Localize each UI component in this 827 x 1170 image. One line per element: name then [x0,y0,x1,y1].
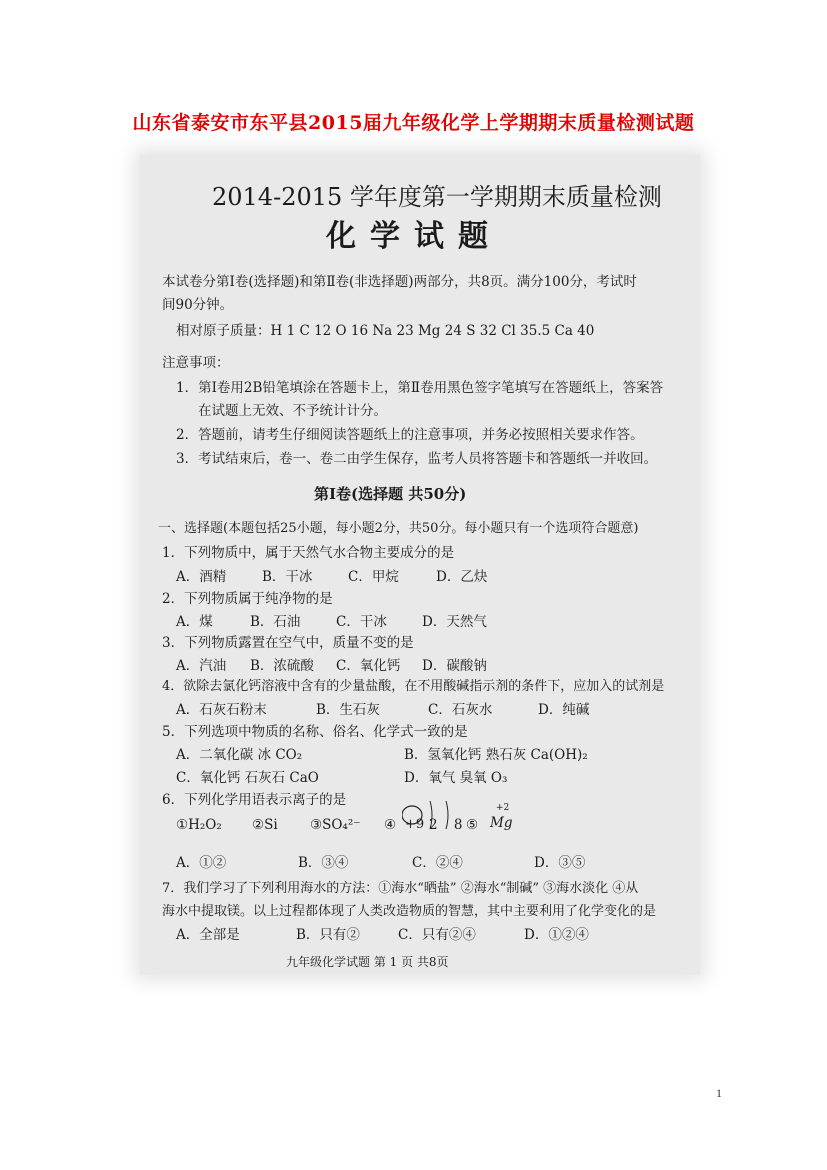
q3-option-c: C．氧化钙 [336,658,401,674]
q5-option-d: D．氧气 臭氧 O₃ [404,770,508,786]
q7-option-c: C．只有②④ [398,927,476,943]
note-3: 3．考试结束后，卷一、卷二由学生保存，监考人员将答题卡和答题纸一并收回。 [176,451,658,467]
q6-symbol-2: ②Si [252,817,278,833]
q3-option-a: A．汽油 [176,658,227,674]
exam-subject-title: 化学试题 [326,219,502,254]
q4-option-d: D．纯碱 [538,702,590,718]
scanned-exam-page [140,155,700,975]
q6-symbol-5: ⑤ [466,817,479,833]
atom-structure-diagram [402,791,462,841]
q3-stem: 3．下列物质露置在空气中，质量不变的是 [162,635,414,651]
note-1-continued: 在试题上无效、不予统计计分。 [198,403,387,419]
q4-stem: 4．欲除去氯化钙溶液中含有的少量盐酸，在不用酸碱指示剂的条件下，应加入的试剂是 [162,679,665,694]
q3-option-b: B．浓硫酸 [250,658,314,674]
q4-option-b: B．生石灰 [316,702,380,718]
notes-heading: 注意事项： [162,355,230,371]
page-number: 1 [716,1086,722,1100]
section-instruction: 一、选择题(本题包括25小题，每小题2分，共50分。每小题只有一个选项符合题意) [158,521,639,536]
atomic-mass-line: 相对原子质量：H 1 C 12 O 16 Na 23 Mg 24 S 32 Cl 35.5 Ca 40 [176,323,595,339]
q6-symbol-1: ①H₂O₂ [176,817,222,833]
intro-line-1: 本试卷分第Ⅰ卷(选择题)和第Ⅱ卷(非选择题)两部分，共8页。满分100分，考试时 [162,274,637,290]
note-1: 1．第Ⅰ卷用2B铅笔填涂在答题卡上，第Ⅱ卷用黑色签字笔填写在答题纸上，答案答 [176,380,664,396]
q6-symbol-3: ③SO₄²⁻ [310,817,361,833]
q5-option-a: A．二氧化碳 冰 CO₂ [176,747,303,763]
q4-option-c: C．石灰水 [428,702,493,718]
q5-option-b: B．氢氧化钙 熟石灰 Ca(OH)₂ [404,747,588,763]
atom-electron-shells: 2 8 [429,817,469,833]
q2-option-b: B．石油 [250,614,301,630]
q6-option-b: B．③④ [298,855,349,871]
q4-option-a: A．石灰石粉末 [176,702,267,718]
note-2: 2．答题前，请考生仔细阅读答题纸上的注意事项，并务必按照相关要求作答。 [176,427,644,443]
section-title: 第Ⅰ卷(选择题 共50分) [314,485,467,503]
q2-stem: 2．下列物质属于纯净物的是 [162,591,333,607]
q6-option-c: C．②④ [412,855,463,871]
q1-option-c: C．甲烷 [348,569,399,585]
q1-stem: 1．下列物质中，属于天然气水合物主要成分的是 [162,545,455,561]
mg-symbol: Mg [490,815,513,831]
q5-option-c: C．氧化钙 石灰石 CaO [176,770,319,786]
q6-option-d: D．③⑤ [534,855,586,871]
q7-option-d: D．①②④ [524,927,589,943]
q2-option-a: A．煤 [176,614,213,630]
q7-stem-line-2: 海水中提取镁。以上过程都体现了人类改造物质的智慧，其中主要利用了化学变化的是 [162,904,657,919]
document-title: 山东省泰安市东平县2015届九年级化学上学期期末质量检测试题 [132,112,695,134]
q2-option-d: D．天然气 [422,614,487,630]
mg-valence: +2 [496,803,510,813]
exam-page-footer: 九年级化学试题 第 1 页 共8页 [286,955,449,969]
exam-header: 2014-2015 学年度第一学期期末质量检测 [212,183,662,211]
q1-option-a: A．酒精 [176,569,227,585]
q2-option-c: C．干冰 [336,614,387,630]
q6-symbol-4: ④ [384,817,397,833]
q6-stem: 6．下列化学用语表示离子的是 [162,792,347,808]
atom-nucleus-charge: +9 [405,817,425,832]
q5-stem: 5．下列选项中物质的名称、俗名、化学式一致的是 [162,724,468,740]
q6-option-a: A．①② [176,855,227,871]
q3-option-d: D．碳酸钠 [422,658,487,674]
q7-option-a: A．全部是 [176,927,240,943]
q1-option-b: B．干冰 [262,569,313,585]
q7-stem-line-1: 7．我们学习了下列利用海水的方法：①海水“晒盐” ②海水“制碱” ③海水淡化 ④从 [162,881,639,896]
intro-line-2: 间90分钟。 [162,297,234,313]
q7-option-b: B．只有② [296,927,360,943]
q1-option-d: D．乙炔 [436,569,488,585]
